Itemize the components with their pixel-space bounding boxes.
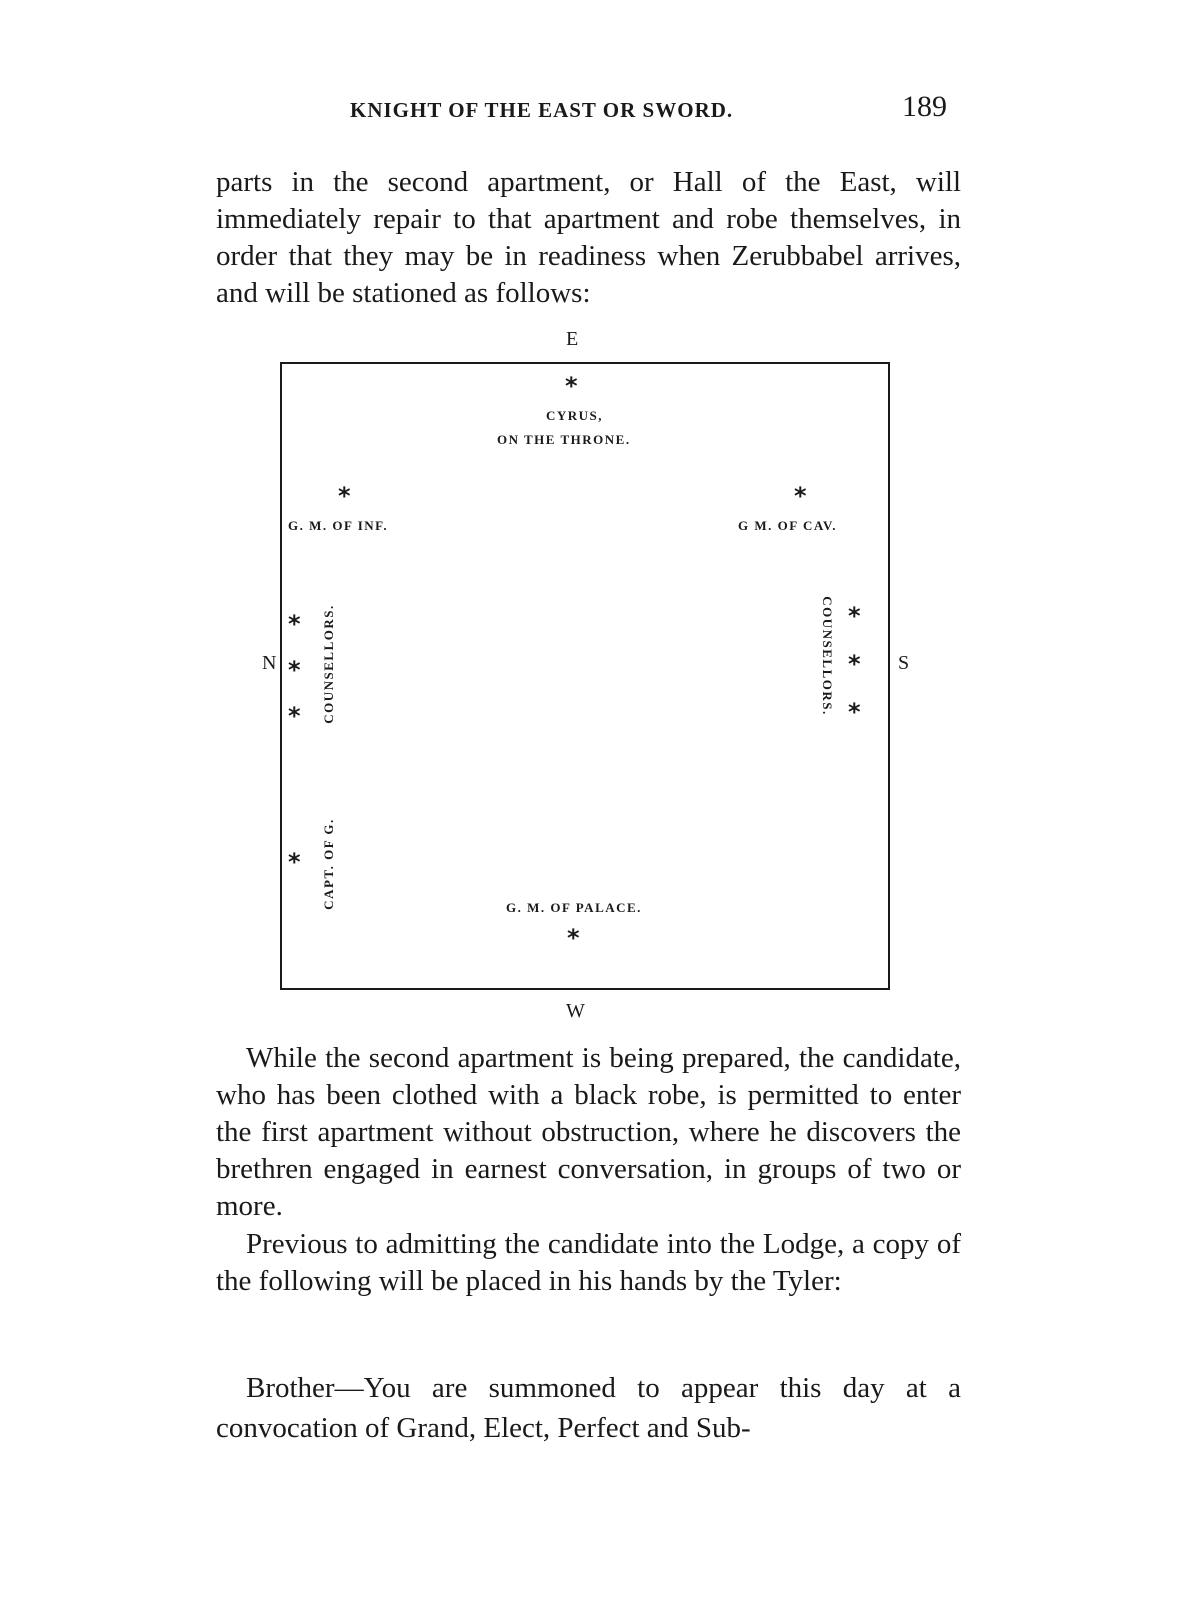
page-number: 189	[902, 90, 947, 123]
throne-label: ON THE THRONE.	[497, 432, 631, 447]
gm-palace-star: *	[567, 924, 580, 952]
paragraph-intro: parts in the second apartment, or Hall of the East, will immediately repair to that apartment and robe themselves, in order that they may be in readiness when Zerubbabel arrives, and will be stationed as follows:	[216, 166, 961, 309]
gm-inf-label: G. M. OF INF.	[288, 518, 389, 533]
counsellor-right-star-2: *	[848, 650, 861, 678]
hall-outline	[280, 362, 890, 990]
counsellor-left-star-2: *	[288, 656, 301, 684]
gm-inf-star: *	[338, 482, 351, 510]
compass-west-label: W	[566, 1000, 585, 1022]
paragraph-previous: Previous to admitting the candidate into the Lodge, a copy of the following will be placed in his hands by the Tyler:	[216, 1228, 961, 1297]
capt-g-star: *	[288, 848, 301, 876]
cyrus-label: CYRUS,	[546, 408, 604, 423]
paragraph-second-apartment: While the second apartment is being prepared, the candidate, who has been clothed with a black robe, is permitted to enter the first apartment without obstruction, where he discovers the brethren engaged in earnest conversation, in groups of two or more.	[216, 1042, 961, 1222]
compass-east-label: E	[566, 328, 579, 350]
header-title: KNIGHT OF THE EAST OR SWORD.	[350, 98, 734, 122]
counsellor-right-star-1: *	[848, 602, 861, 630]
counsellor-left-star-1: *	[288, 610, 301, 638]
cyrus-star: *	[565, 372, 578, 400]
gm-palace-label: G. M. OF PALACE.	[506, 900, 642, 915]
compass-south-label: S	[898, 652, 910, 674]
gm-cav-star: *	[794, 482, 807, 510]
counsellor-left-star-3: *	[288, 702, 301, 730]
paragraph-brother: Brother—You are summoned to appear this day at a convocation of Grand, Elect, Perfect and Sub-	[216, 1372, 961, 1444]
gm-cav-label: G M. OF CAV.	[738, 518, 838, 533]
capt-g-label: CAPT. OF G.	[321, 818, 336, 910]
compass-north-label: N	[262, 652, 277, 674]
counsellors-left-label: COUNSELLORS.	[321, 604, 336, 724]
counsellors-right-label: COUNSELLORS.	[820, 596, 835, 716]
counsellor-right-star-3: *	[848, 698, 861, 726]
